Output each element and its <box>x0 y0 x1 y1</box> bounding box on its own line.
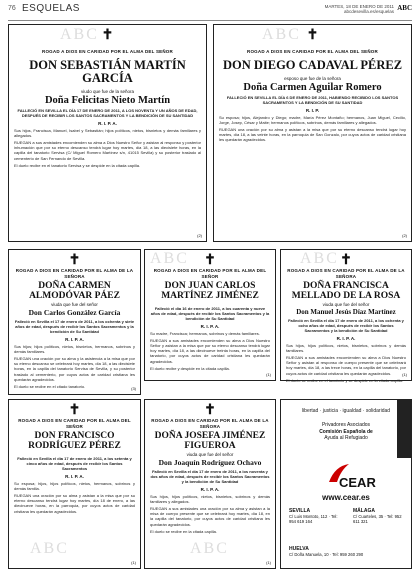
prayer-text: RUEGAN a sus amistades encomienden su alma a Dios Nuestro Señor y asistan al responso de cuerpo presente que se celebrará hoy martes, día 18, a las trece horas, en la capilla del tanatorio, por cuyos actos de caridad cristiana les quedarán agradecidos. <box>286 354 406 376</box>
deceased-name: DOÑA FRANCISCA MELLADO DE LA ROSA <box>291 281 401 301</box>
obituary-intro: ROGAD A DIOS EN CARIDAD POR EL ALMA DEL SEÑOR <box>42 49 173 54</box>
duel-text: El duelo se recibe en el citado tanatorio. <box>14 383 86 389</box>
watermark: ABC <box>300 250 339 267</box>
obituary-card <box>8 249 141 395</box>
address-huelva <box>289 546 399 557</box>
death-notice: FALLECIÓ EN SEVILLA EL DÍA 17 DE ENERO DE 2011, A LOS NOVENTA Y UN AÑOS DE EDAD, DESPUÉS DE RECIBIR LOS SANTOS SACRAMENTOS Y LA BENDICIÓN DE SU SANTIDAD <box>17 108 198 119</box>
header-date-text: MARTES, 18 DE ENERO DE 2011 <box>324 4 394 9</box>
death-notice: FALLECIÓ EN SEVILLA EL DÍA 6 DE ENERO DE 2011, HABIENDO RECIBIDO LOS SANTOS SACRAMENTOS Y LA BENDICIÓN DE SU SANTIDAD <box>226 95 399 106</box>
deceased-name: DON JUAN CARLOS MARTÍNEZ JIMÉNEZ <box>161 281 259 301</box>
death-notice: Falleció en Sevilla el día 17 de enero de 2011, a los noventa y dos años de edad, después de recibir los Santos Sacramentos y la bendición de Su Santidad <box>150 468 270 485</box>
family-text: Sus hijos, hijos políticos, nietos, bisnietos, sobrinos y demás familiares. <box>286 342 406 353</box>
obituary-card <box>8 399 141 569</box>
prayer-text: RUEGAN a sus amistades encomienden su alma a Dios Nuestro Señor y asistan a la misa que por su eterno descanso tendrá lugar hoy martes, día 18, a las diecinueve treinta horas, en la capilla del tanatorio, por cuyos actos de caridad cristiana les quedarán agradecidos. <box>150 337 270 364</box>
watermark: ABC <box>60 26 99 43</box>
deceased-name: DON DIEGO CADAVAL PÉREZ <box>222 58 403 72</box>
spouse-name: Don Manuel Jesús Díaz Martínez <box>296 307 396 316</box>
obituary-card <box>213 24 412 242</box>
notice-number: (1) <box>131 560 136 565</box>
rip-text: R. I. P. A. <box>336 335 356 341</box>
duel-text: El duelo se recibe en el tanatorio y se despide en la citada capilla. <box>286 377 403 383</box>
city-name: MÁLAGA <box>353 508 375 514</box>
address-text: C/ Cuarteles, 35 · Tel: 952 611 321 <box>353 514 402 525</box>
death-notice: Falleció en Sevilla el día 17 de enero de 2011, a los setenta y cinco años de edad, después de recibir los Santos Sacramentos <box>17 455 132 472</box>
cear-advertisement <box>280 399 412 569</box>
prayer-text: RUEGAN una oración por su alma y asistan a la misa que por su eterno descanso tendrá lugar hoy martes, día 18 de enero, a las diecinueve horas, en la parroquia, por cuyos actos de caridad cristiana les quedarán agradecidos. <box>14 492 135 514</box>
family-text: Su esposa; hijos, Alejandro y Diego; madre, María Pérez Montaño; hermanos, Juan Miguel, Cecilio, Jorge, Josep, César y Maite; hermanos políticos, sobrinos, demás familiares y allegados. <box>219 114 406 125</box>
spouse-intro: esposo que fue de la señora <box>284 76 341 82</box>
ad-line-2: Comisión Española de <box>319 429 373 435</box>
family-text: Sus hijos, hijos políticos, nietos, bisnietos, sobrinos y demás familiares y allegados. <box>150 493 270 504</box>
death-notice: Falleció en Sevilla el 17 de enero de 2011, a los ochenta y siete años de edad, después de recibir los Santos Sacramentos y la bendición de Su Santidad <box>14 318 135 335</box>
obituary-intro: ROGAD A DIOS EN CARIDAD POR EL ALMA DEL SEÑOR <box>18 418 131 429</box>
spouse-intro: viudo que fue de la señora <box>80 89 135 95</box>
deceased-name: DON FRANCISCO RODRÍGUEZ PÉREZ <box>28 431 121 451</box>
obituary-intro: ROGAD A DIOS EN CARIDAD POR EL ALMA DE LA SEÑORA <box>15 268 134 279</box>
rip-text: R. I. P. A. <box>200 486 220 492</box>
address-text: C/ Doña Manuela, 10 · Tel: 959 260 290 <box>289 552 364 558</box>
death-notice: Falleció el día 16 de enero de 2011, a los cuarenta y nueve años de edad, después de recibir los Santos Sacramentos y la bendición de Su Santidad <box>150 305 270 322</box>
ad-line-3: Ayuda al Refugiado <box>324 435 368 441</box>
obituary-card <box>8 24 207 242</box>
spouse-intro: viuda que fue del señor <box>322 301 370 307</box>
watermark: ABC <box>262 26 301 43</box>
obituary-intro: ROGAD A DIOS EN CARIDAD POR EL ALMA DEL SEÑOR <box>247 49 378 54</box>
duel-text: El duelo recibe en el tanatorio Servisa y se despide en la citada capilla. <box>14 162 141 168</box>
cross-icon: ✝ <box>68 253 81 268</box>
rip-text: R. I. P. A. <box>200 323 220 329</box>
deceased-name: DOÑA CARMEN ALMODÓVAR PÁEZ <box>29 281 120 301</box>
obituary-card <box>280 249 412 381</box>
watermark: ABC <box>190 540 229 557</box>
cross-icon: ✝ <box>306 28 319 43</box>
spouse-name: Doña Carmen Aguilar Romero <box>243 82 382 94</box>
family-text: Su madre, Francisca; hermanos, sobrinos y demás familiares. <box>150 330 260 336</box>
obituary-intro: ROGAD A DIOS EN CARIDAD POR EL ALMA DE LA SEÑORA <box>151 418 269 429</box>
city-name: HUELVA <box>289 546 309 552</box>
header-date <box>325 4 394 14</box>
spouse-intro: viuda que fue del señor <box>51 301 98 307</box>
rip-text: R. I. P. A. <box>65 473 84 479</box>
page-number: 76 <box>8 5 16 12</box>
address-malaga <box>353 508 409 525</box>
notice-number: (2) <box>197 233 202 238</box>
brand-logo: ABC <box>397 4 412 12</box>
header-site-link[interactable]: abcdesevilla.es/esquelas <box>343 9 394 14</box>
spouse-name: Don Carlos González García <box>28 307 121 317</box>
deceased-name: DON SEBASTIÁN MARTÍN GARCÍA <box>29 58 186 86</box>
spouse-name: Don Joaquín Rodríguez Ochavo <box>158 457 262 467</box>
rip-text: R. I. P. A. <box>65 336 84 342</box>
ad-corner-decoration <box>397 400 411 458</box>
spouse-intro: viuda que fue del señor <box>186 451 234 457</box>
notice-number: (3) <box>131 386 136 391</box>
notice-number: (1) <box>266 372 271 377</box>
notice-number: (1) <box>402 372 407 377</box>
cear-logo-icon <box>325 460 376 490</box>
prayer-text: RUEGAN una oración por su alma y la asistencia a la misa que por su eterno descanso se celebrará hoy martes, día 18, a las diecisiete horas, en la capilla del tanatorio Servisa de Sevilla, y su posterior traslado al cementerio, por cuyos actos de caridad cristiana les quedarán agradecidos. <box>14 355 135 382</box>
prayer-text: RUEGAN una oración por su alma y asistan a la misa que por su eterno descanso tendrá lugar hoy martes, día 18, a las veinte horas, en la parroquia de San Gonzalo, por cuyos actos de caridad cristiana les quedarán agradecidos. <box>219 126 406 143</box>
ad-tagline: libertad · justicia · igualdad · solidaridad <box>301 408 391 414</box>
obituary-intro: ROGAD A DIOS EN CARIDAD POR EL ALMA DE LA SEÑORA <box>287 268 405 279</box>
ad-line-1: Privadores Asociados <box>321 422 371 428</box>
notice-number: (1) <box>266 560 271 565</box>
cross-icon: ✝ <box>68 403 81 418</box>
section-title: ESQUELAS <box>22 3 80 14</box>
cear-logo-text: CEAR <box>339 475 376 490</box>
duel-text: El duelo recibe y despide en la citada capilla. <box>150 365 230 371</box>
family-text: Sus hijos, Francisca, Manuel, Isabel y Sebastián; hijos políticos, nietos, bisnietos y demás familiares y allegados. <box>14 127 201 138</box>
ad-website-link[interactable]: www.cear.es <box>322 493 370 502</box>
rip-text: R. I. P. <box>305 107 320 113</box>
notice-number: (2) <box>402 233 407 238</box>
prayer-text: RUEGAN a sus amistades una oración por su alma y asistan a la misa de cuerpo presente que se celebrará hoy martes, día 18, en la capilla del tanatorio, por cuyos actos de caridad cristiana les quedarán agradecidos. <box>150 505 270 527</box>
address-sevilla <box>289 508 345 525</box>
rip-text: R. I. P. A. <box>98 120 117 126</box>
spouse-name: Doña Felicitas Nieto Martín <box>44 95 171 107</box>
death-notice: Falleció en Sevilla el día 17 de enero de 2011, a los ochenta y ocho años de edad, después de recibir los Santos Sacramentos y la bendición de Su Santidad <box>288 317 404 334</box>
cross-icon: ✝ <box>204 403 216 418</box>
duel-text: El duelo se recibe en la citada capilla. <box>150 528 217 534</box>
deceased-name: DOÑA JOSEFA JIMÉNEZ FIGUEROA <box>154 431 266 451</box>
obituary-card <box>144 249 276 381</box>
obituary-intro: ROGAD A DIOS EN CARIDAD POR EL ALMA DEL SEÑOR <box>153 268 267 279</box>
cross-icon: ✝ <box>204 253 216 268</box>
cear-logo <box>325 460 376 490</box>
family-text: Su esposa; hijos, hijos políticos, nietos, hermanos, sobrinos y demás familia. <box>14 480 135 491</box>
watermark: ABC <box>30 540 69 557</box>
city-name: SEVILLA <box>289 508 311 514</box>
cross-icon: ✝ <box>101 28 114 43</box>
family-text: Sus hijos; hijos políticos, nietos, bisnietos, hermanos, sobrinos y demás familiares. <box>14 343 135 354</box>
watermark: ABC <box>150 250 189 267</box>
page-header <box>8 4 412 21</box>
cross-icon: ✝ <box>340 253 352 268</box>
prayer-text: RUEGAN a sus amistades encomienden su alma a Dios Nuestro Señor y asistan al responso y posterior inhumación que por su eterno descanso tendrá lugar hoy martes, día 18, a las diecisiete horas, en la capilla del tanatorio Servisa (C/ Miguel Romero Martínez s/n, 41015 Sevilla) y su posterior traslado al cementerio de San Fernando de Sevilla. <box>14 140 201 161</box>
address-text: C/ Luis Montoto, 112 · Tel: 954 619 164 <box>289 514 338 525</box>
